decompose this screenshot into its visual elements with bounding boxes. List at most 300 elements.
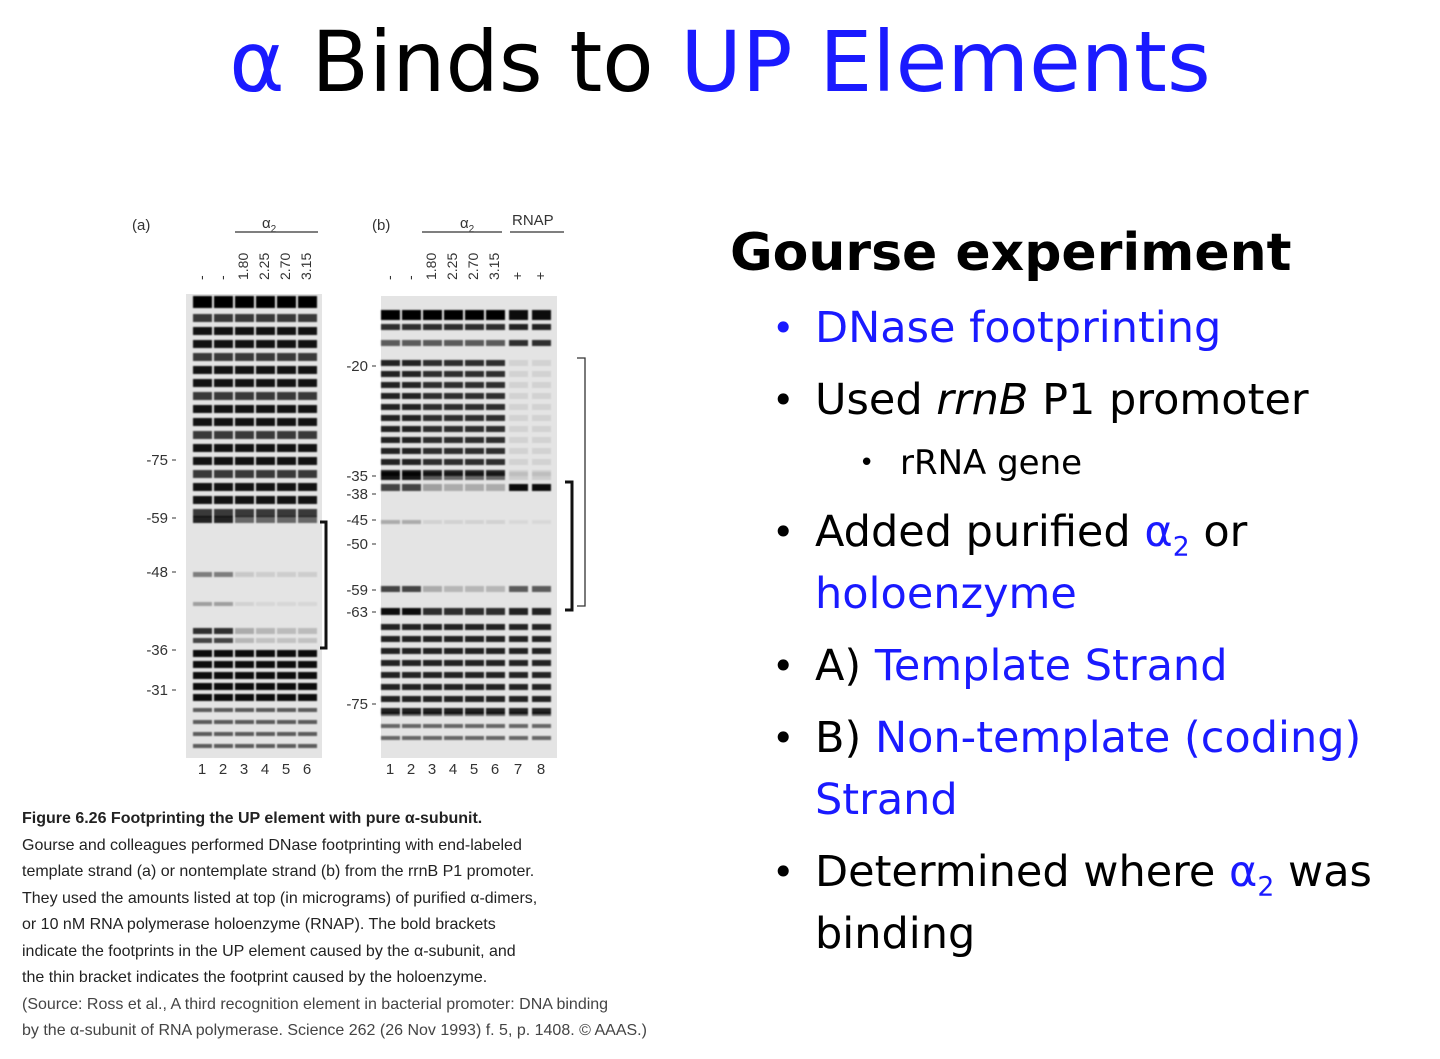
gel-band xyxy=(423,608,442,615)
gel-band xyxy=(509,437,528,443)
top-label: + xyxy=(509,271,525,280)
gel-band xyxy=(465,484,484,491)
gel-band xyxy=(532,426,551,432)
gel-band xyxy=(444,586,463,592)
lane-number: 5 xyxy=(469,761,479,778)
gel-band xyxy=(532,608,551,615)
top-label: - xyxy=(214,275,230,280)
gel-band xyxy=(444,724,463,728)
gel-band xyxy=(509,696,528,702)
gel-band xyxy=(193,457,212,465)
gel-band xyxy=(532,404,551,410)
gel-band xyxy=(402,624,421,630)
lane-number: 4 xyxy=(448,761,458,778)
size-marker: -50 xyxy=(346,536,368,553)
gel-band xyxy=(423,459,442,465)
gel-band xyxy=(214,572,233,577)
gel-band xyxy=(532,520,551,524)
bullet-nontemplate: • B) Non-template (coding) Strand xyxy=(730,707,1430,831)
gel-band xyxy=(486,660,505,666)
gel-band xyxy=(214,353,233,361)
gel-band xyxy=(444,448,463,454)
gel-band xyxy=(381,484,400,491)
gel-band xyxy=(423,696,442,702)
gel-band xyxy=(193,572,212,577)
gel-band xyxy=(235,366,254,374)
gel-band xyxy=(214,314,233,322)
gel-band xyxy=(509,393,528,399)
lane-number: 6 xyxy=(490,761,500,778)
bracket-b-bold xyxy=(565,482,572,610)
gel-band xyxy=(509,712,528,716)
gel-band xyxy=(214,418,233,426)
gel-band xyxy=(444,382,463,388)
gel-band xyxy=(486,340,505,346)
gel-band xyxy=(193,418,212,426)
gel-band xyxy=(465,520,484,524)
gel-band xyxy=(256,602,275,606)
gel-band xyxy=(298,314,317,322)
gel-band xyxy=(235,694,254,701)
gel-band xyxy=(486,448,505,454)
gel-band xyxy=(402,520,421,524)
top-label: + xyxy=(532,271,548,280)
gel-band xyxy=(298,392,317,400)
gel-band xyxy=(298,379,317,387)
gel-band xyxy=(486,648,505,654)
gel-band xyxy=(444,712,463,716)
gel-band xyxy=(214,457,233,465)
bracket-b-thin xyxy=(577,358,585,606)
gel-band xyxy=(381,712,400,716)
gel-band xyxy=(298,496,317,504)
gel-band xyxy=(444,426,463,432)
gel-band xyxy=(193,314,212,322)
gel-band xyxy=(235,572,254,577)
lane-number: 8 xyxy=(536,761,546,778)
gel-band xyxy=(486,586,505,592)
gel-band xyxy=(235,405,254,413)
gel-band xyxy=(298,353,317,361)
gel-band xyxy=(214,694,233,701)
lane-number: 5 xyxy=(281,761,291,778)
gel-band xyxy=(444,404,463,410)
gel-band xyxy=(465,404,484,410)
gel-band xyxy=(277,683,296,690)
gel-band xyxy=(509,310,528,320)
top-label: - xyxy=(193,275,209,280)
gel-band xyxy=(193,732,212,736)
gel-band xyxy=(532,712,551,716)
gel-band xyxy=(509,426,528,432)
gel-band xyxy=(486,608,505,615)
top-label: - xyxy=(402,275,418,280)
gel-band xyxy=(423,310,442,320)
gel-band xyxy=(423,520,442,524)
gel-band xyxy=(465,672,484,678)
gel-band xyxy=(298,327,317,335)
gel-band xyxy=(235,672,254,679)
gel-band xyxy=(423,648,442,654)
gel-band xyxy=(235,708,254,712)
gel-band xyxy=(444,696,463,702)
gel-band xyxy=(277,638,296,643)
gel-band xyxy=(193,672,212,679)
gel-band xyxy=(214,470,233,478)
top-label: 3.15 xyxy=(298,252,314,280)
gel-band xyxy=(256,650,275,657)
gel-band xyxy=(444,310,463,320)
gel-band xyxy=(532,672,551,678)
lane-number: 2 xyxy=(218,761,228,778)
gel-band xyxy=(402,415,421,421)
gel-band xyxy=(381,459,400,465)
gel-band xyxy=(235,628,254,634)
gel-band xyxy=(277,353,296,361)
gel-band xyxy=(193,650,212,657)
gel-band xyxy=(298,444,317,452)
gel-band xyxy=(486,382,505,388)
sub-bullet-rrna: • rRNA gene xyxy=(815,435,1430,491)
gel-band xyxy=(214,602,233,606)
gel-band xyxy=(402,608,421,615)
gel-band xyxy=(423,624,442,630)
gel-band xyxy=(423,360,442,366)
gel-band xyxy=(214,683,233,690)
gel-band xyxy=(381,415,400,421)
gel-band xyxy=(402,484,421,491)
gel-band xyxy=(381,736,400,740)
gel-band xyxy=(444,684,463,690)
panel-b-alpha-label: $\alpha_2$ xyxy=(460,215,475,235)
caption-line: Gourse and colleagues performed DNase footprinting with end-labeled xyxy=(22,836,522,854)
gel-band xyxy=(256,392,275,400)
gel-band xyxy=(532,360,551,366)
gel-band xyxy=(423,371,442,377)
gel-band xyxy=(465,736,484,740)
gel-band xyxy=(444,648,463,654)
gel-band xyxy=(465,712,484,716)
gel-band xyxy=(532,393,551,399)
gel-band xyxy=(509,324,528,330)
gel-band xyxy=(486,415,505,421)
gel-band xyxy=(486,684,505,690)
gel-band xyxy=(214,720,233,724)
gel-band xyxy=(256,340,275,348)
gel-band xyxy=(214,327,233,335)
bullet-promoter: • Used rrnB P1 promoter • rRNA gene xyxy=(730,369,1430,491)
lane-number: 7 xyxy=(513,761,523,778)
gel-band xyxy=(486,310,505,320)
gel-band xyxy=(402,648,421,654)
gel-band xyxy=(444,672,463,678)
gel-band xyxy=(381,672,400,678)
gel-band xyxy=(214,628,233,634)
gel-band xyxy=(532,684,551,690)
gel-band xyxy=(256,418,275,426)
gel-band xyxy=(298,672,317,679)
gel-band xyxy=(465,393,484,399)
gel-band xyxy=(509,459,528,465)
gel-band xyxy=(298,602,317,606)
gel-band xyxy=(423,324,442,330)
size-marker: -20 xyxy=(346,358,368,375)
gel-band xyxy=(486,360,505,366)
bullet-determined: • Determined where $\alpha_2$ was binding xyxy=(730,841,1430,965)
gel-band xyxy=(465,586,484,592)
gel-band xyxy=(193,296,212,308)
gel-band xyxy=(465,660,484,666)
gel-band xyxy=(486,712,505,716)
gel-band xyxy=(256,509,275,517)
gel-band xyxy=(381,404,400,410)
gel-band xyxy=(423,340,442,346)
gel-band xyxy=(444,340,463,346)
gel-band xyxy=(381,437,400,443)
gel-band xyxy=(193,366,212,374)
gel-band xyxy=(532,648,551,654)
gel-band xyxy=(256,638,275,643)
gel-band xyxy=(277,296,296,308)
gel-band xyxy=(532,448,551,454)
title-middle: Binds to xyxy=(284,13,681,111)
gel-band xyxy=(444,393,463,399)
size-marker: -59 xyxy=(146,510,168,527)
gel-band xyxy=(235,444,254,452)
gel-band xyxy=(486,459,505,465)
gel-band xyxy=(235,392,254,400)
gel-band xyxy=(193,602,212,606)
gel-band xyxy=(193,683,212,690)
gel-band xyxy=(256,732,275,736)
gel-band xyxy=(509,404,528,410)
gel-band xyxy=(235,314,254,322)
gel-band xyxy=(402,472,421,480)
gel-band xyxy=(465,684,484,690)
gel-band xyxy=(193,708,212,712)
gel-band xyxy=(235,602,254,606)
caption-title: Figure 6.26 Footprinting the UP element with pure α-subunit. xyxy=(22,810,483,827)
gel-band xyxy=(402,696,421,702)
gel-band xyxy=(381,360,400,366)
gel-band xyxy=(532,371,551,377)
gel-band xyxy=(277,694,296,701)
gel-band xyxy=(444,324,463,330)
gel-band xyxy=(423,393,442,399)
gel-band xyxy=(193,483,212,491)
bullet-template: • A) Template Strand xyxy=(730,635,1430,697)
gel-band xyxy=(214,379,233,387)
gel-band xyxy=(277,340,296,348)
gel-band xyxy=(298,509,317,517)
gel-band xyxy=(532,624,551,630)
gel-band xyxy=(509,648,528,654)
gel-band xyxy=(509,472,528,480)
gel-band xyxy=(402,459,421,465)
title-alpha: α xyxy=(229,13,285,111)
gel-band xyxy=(509,360,528,366)
gel-band xyxy=(193,405,212,413)
gel-band xyxy=(509,684,528,690)
gel-band xyxy=(235,457,254,465)
size-marker: -48 xyxy=(146,564,168,581)
gel-band xyxy=(256,661,275,668)
gel-band xyxy=(486,484,505,491)
caption-source: by the α-subunit of RNA polymerase. Science 262 (26 Nov 1993) f. 5, p. 1408. © AAAS.) xyxy=(22,1022,647,1039)
gel-band xyxy=(193,628,212,634)
section-heading: Gourse experiment xyxy=(730,223,1292,283)
size-marker: -75 xyxy=(346,696,368,713)
gel-band xyxy=(235,379,254,387)
gel-band xyxy=(214,638,233,643)
gel-band xyxy=(193,694,212,701)
top-label: 2.70 xyxy=(465,252,481,280)
gel-band xyxy=(381,624,400,630)
gel-band xyxy=(509,382,528,388)
gel-band xyxy=(486,426,505,432)
bullet-panel xyxy=(730,215,1430,965)
gel-band xyxy=(509,624,528,630)
gel-band xyxy=(532,736,551,740)
gel-band xyxy=(402,736,421,740)
gel-band xyxy=(193,720,212,724)
gel-band xyxy=(277,744,296,748)
gel-band xyxy=(277,379,296,387)
caption-line: indicate the footprints in the UP element caused by the α-subunit, and xyxy=(22,942,516,960)
gel-band xyxy=(277,732,296,736)
gel-band xyxy=(402,636,421,642)
gel-band xyxy=(402,360,421,366)
gel-band xyxy=(298,296,317,308)
gel-band xyxy=(235,431,254,439)
gel-band xyxy=(235,470,254,478)
bullet-added: • Added purified $\alpha_2$ or holoenzyme xyxy=(730,501,1430,625)
gel-band xyxy=(423,448,442,454)
gel-band xyxy=(532,310,551,320)
gel-band xyxy=(193,516,212,523)
gel-band xyxy=(486,520,505,524)
gel-band xyxy=(256,683,275,690)
gel-band xyxy=(465,724,484,728)
gel-band xyxy=(193,353,212,361)
gel-band xyxy=(256,694,275,701)
gel-band xyxy=(298,661,317,668)
gel-band xyxy=(256,296,275,308)
gel-band xyxy=(465,310,484,320)
gel-band xyxy=(509,672,528,678)
gel-band xyxy=(214,672,233,679)
gel-band xyxy=(532,484,551,491)
gel-band xyxy=(298,628,317,634)
gel-band xyxy=(381,520,400,524)
gel-band xyxy=(277,708,296,712)
gel-band xyxy=(465,324,484,330)
gel-band xyxy=(235,418,254,426)
gel-band xyxy=(256,431,275,439)
gel-band xyxy=(423,712,442,716)
bullet-list xyxy=(730,297,1430,965)
gel-band xyxy=(256,744,275,748)
gel-band xyxy=(214,661,233,668)
gel-band xyxy=(402,684,421,690)
gel-band xyxy=(256,672,275,679)
top-label: 2.25 xyxy=(256,252,272,280)
figure-6-26 xyxy=(20,200,720,1050)
gel-band xyxy=(256,628,275,634)
gel-band xyxy=(444,472,463,480)
gel-band xyxy=(423,736,442,740)
gel-band xyxy=(444,736,463,740)
size-marker: -38 xyxy=(346,486,368,503)
gel-band xyxy=(256,353,275,361)
gel-band xyxy=(423,382,442,388)
gel-band xyxy=(193,392,212,400)
gel-band xyxy=(298,366,317,374)
gel-band xyxy=(277,661,296,668)
gel-band xyxy=(532,382,551,388)
gel-band xyxy=(193,444,212,452)
gel-band xyxy=(532,636,551,642)
gel-band xyxy=(298,732,317,736)
gel-band xyxy=(509,448,528,454)
gel-band xyxy=(423,684,442,690)
gel-band xyxy=(277,602,296,606)
gel-band xyxy=(214,340,233,348)
gel-band xyxy=(509,415,528,421)
title-up-elements: UP Elements xyxy=(680,13,1211,111)
gel-band xyxy=(402,712,421,716)
gel-band xyxy=(423,426,442,432)
size-marker: -36 xyxy=(146,642,168,659)
panel-b-lane-numbers xyxy=(386,761,545,778)
gel-band xyxy=(444,608,463,615)
gel-band xyxy=(256,708,275,712)
gel-band xyxy=(402,724,421,728)
caption-line: the thin bracket indicates the footprint caused by the holoenzyme. xyxy=(22,969,488,986)
gel-band xyxy=(402,404,421,410)
gel-band xyxy=(423,724,442,728)
gel-band xyxy=(214,444,233,452)
gel-band xyxy=(298,340,317,348)
gel-band xyxy=(381,684,400,690)
gel-band xyxy=(509,724,528,728)
gel-band xyxy=(532,340,551,346)
gel-band xyxy=(381,696,400,702)
gel-band xyxy=(235,661,254,668)
gel-band xyxy=(444,636,463,642)
gel-band xyxy=(381,586,400,592)
gel-band xyxy=(235,683,254,690)
lane-number: 3 xyxy=(239,761,249,778)
gel-band xyxy=(214,296,233,308)
caption-line: template strand (a) or nontemplate strand (b) from the rrnB P1 promoter. xyxy=(22,863,535,880)
gel-band xyxy=(532,586,551,592)
gel-band xyxy=(423,472,442,480)
panel-a-markers xyxy=(146,452,176,699)
gel-band xyxy=(465,696,484,702)
gel-band xyxy=(532,415,551,421)
gel-band xyxy=(277,672,296,679)
gel-band xyxy=(256,327,275,335)
gel-band xyxy=(277,650,296,657)
panel-a-label: (a) xyxy=(132,217,151,234)
rnap-label: RNAP xyxy=(512,212,554,229)
gel-band xyxy=(402,371,421,377)
gel-band xyxy=(277,720,296,724)
gel-band xyxy=(402,437,421,443)
gel-band xyxy=(277,483,296,491)
gel-band xyxy=(509,608,528,615)
